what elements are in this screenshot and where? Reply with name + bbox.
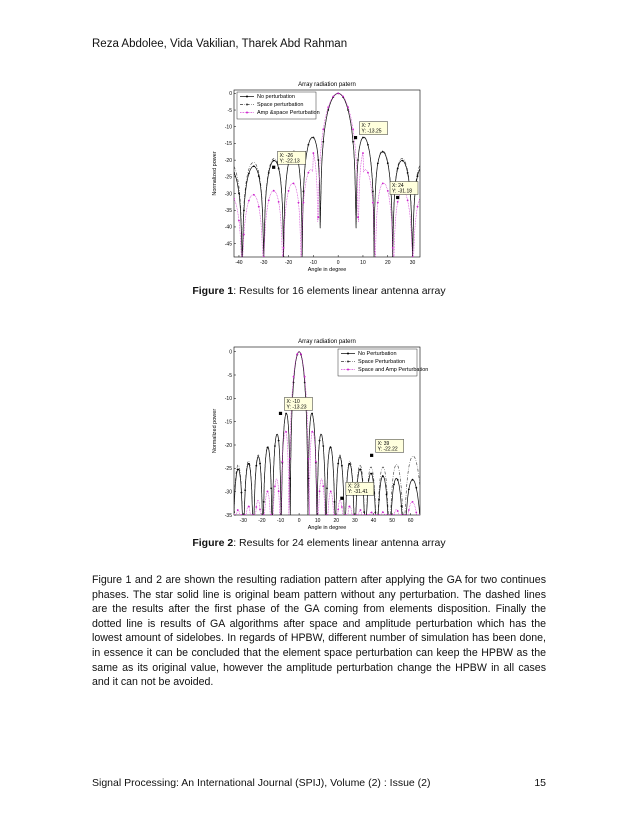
series-marker-2 [288,190,290,192]
datatip-marker [272,166,275,169]
figure-2-label: Figure 2 [192,537,234,549]
series-marker-2 [347,106,349,108]
datatip-y: Y: -13.23 [286,404,307,411]
y-tick-label: -5 [227,372,232,379]
series-marker-2 [233,198,235,200]
series-marker-2 [281,461,283,463]
y-tick-label: -15 [224,141,232,148]
series-marker-2 [311,431,313,433]
x-tick-label: -20 [258,518,266,524]
series-marker-2 [270,514,272,516]
series-marker-2 [372,202,374,204]
series-marker-2 [360,509,362,511]
series-marker-0 [408,489,410,491]
series-marker-2 [274,485,276,487]
series-marker-2 [322,128,324,130]
series-marker-2 [273,190,275,192]
series-marker-2 [352,514,354,516]
legend-label: Space perturbation [257,102,304,108]
datatip-marker [279,412,282,415]
series-marker-2 [401,514,403,516]
datatip-x: X: -26 [279,152,294,159]
y-tick-label: -30 [224,191,232,198]
x-tick-label: 40 [370,518,377,524]
series-marker-2 [404,514,406,516]
datatip-x: X: 23 [347,483,360,490]
series-marker-0 [402,160,404,162]
series-marker-2 [348,506,350,508]
x-tick-label: 20 [384,260,391,266]
series-marker-2 [393,514,395,516]
series-marker-0 [233,511,235,513]
series-marker-2 [238,220,240,222]
body-paragraph: Figure 1 and 2 are shown the resulting radiation pattern after applying the GA for two continues phases. The star solid line is original beam pattern without any perturbation. The dashed lines are the results after the first phase of the GA coming from elements disposition. Finally the dotted line is results of GA algorithms after space and amplitude perturbation which has the lowest amount of sidelobes. In regards of HPBW, different number of simulation has been done, in essence it can be concluded that the element space perturbation can keep the HPBW as the same as its original value, however the amplitude perturbation change the HPBW in all cases and it can not be avoided. [92,574,546,689]
series-marker-2 [308,172,310,174]
series-marker-0 [237,468,239,470]
figure-2-caption [0,537,638,549]
series-marker-2 [237,509,239,511]
figure-2-svg [200,333,438,535]
series-marker-0 [393,483,395,485]
series-marker-0 [334,501,336,503]
x-tick-label: -10 [309,260,317,266]
x-tick-label: 0 [336,260,340,266]
series-marker-2 [330,491,332,493]
x-tick-label: -20 [284,260,293,266]
series-marker-2 [342,96,344,98]
x-tick-label: 30 [409,260,416,266]
series-marker-0 [233,172,235,174]
series-marker-2 [289,458,291,460]
series-marker-2 [298,202,300,204]
series-marker-2 [285,431,287,433]
y-tick-label: -25 [224,466,232,473]
series-marker-0 [401,505,403,507]
y-tick-label: -45 [224,241,232,248]
series-marker-2 [341,506,343,508]
figure-1-caption-text: : Results for 16 elements linear antenna array [233,285,446,297]
series-marker-2 [332,96,334,98]
series-marker-2 [243,234,245,236]
y-tick-label: -20 [224,442,232,449]
x-tick-label: 10 [360,260,366,266]
series-marker-2 [389,514,391,516]
chart-title: Array radiation patern [298,82,356,88]
y-tick-label: 0 [229,349,232,356]
series-marker-2 [263,256,265,258]
series-marker-2 [252,514,254,516]
series-marker-0 [382,475,384,477]
x-tick-label: -30 [239,518,247,524]
series-marker-2 [258,206,260,208]
series-marker-2 [417,206,419,208]
series-marker-2 [255,506,257,508]
series-marker-2 [334,514,336,516]
series-marker-2 [315,461,317,463]
page-header-authors: Reza Abdolee, Vida Vakilian, Tharek Abd Rahman [92,38,348,50]
x-tick-label: 30 [352,518,358,524]
series-marker-2 [317,216,319,218]
series-marker-2 [337,92,339,94]
series-marker-2 [278,201,280,203]
legend-marker [246,112,248,114]
legend-marker [347,369,349,371]
series-marker-2 [412,501,414,503]
series-marker-2 [356,514,358,516]
figure-1-caption [0,285,638,297]
x-tick-label: 10 [314,518,321,524]
legend-label: No Perturbation [358,351,397,357]
datatip-x: X: 24 [392,182,404,189]
series-marker-2 [352,128,354,130]
datatip-marker [340,497,343,500]
series-marker-0 [382,151,384,153]
x-tick-label: 20 [333,518,340,524]
series-marker-2 [397,201,399,203]
series-marker-2 [345,514,347,516]
series-marker-2 [248,506,250,508]
series-marker-2 [387,190,389,192]
series-marker-2 [392,247,394,249]
series-marker-2 [241,514,243,516]
page-number: 15 [534,777,546,789]
x-axis-label: Angle in degree [307,525,347,531]
series-marker-2 [363,514,365,516]
series-marker-2 [357,216,359,218]
y-tick-label: -10 [224,396,232,403]
series-marker-0 [412,479,414,481]
y-tick-label: -10 [224,124,232,131]
y-tick-label: -15 [224,419,232,426]
legend-marker [347,361,349,363]
series-marker-2 [337,509,339,511]
x-tick-label: 50 [389,518,395,524]
legend-marker [246,104,248,106]
series-marker-2 [407,200,409,202]
series-marker-2 [371,512,373,514]
chart-title: Array radiation patern [298,339,356,345]
datatip-marker [354,136,357,139]
series-marker-2 [382,183,384,185]
series-marker-2 [412,256,414,258]
datatip-x: X: -10 [286,398,300,405]
datatip-y: Y: -31.41 [347,489,368,496]
datatip-y: Y: -31.18 [392,188,413,195]
series-marker-0 [415,487,417,489]
series-marker-2 [378,514,380,516]
footer-journal: Signal Processing: An International Journal (SPIJ), Volume (2) : Issue (2) [92,777,431,789]
x-tick-label: -40 [235,260,243,266]
x-axis-label: Angle in degree [307,267,347,272]
x-tick-label: -10 [276,518,285,524]
series-marker-2 [374,514,376,516]
series-marker-2 [263,514,265,516]
series-marker-2 [312,152,314,154]
y-tick-label: -30 [224,489,232,496]
series-marker-2 [367,514,369,516]
series-marker-2 [397,510,399,512]
series-marker-2 [244,514,246,516]
legend-label: No perturbation [257,94,295,100]
legend-label: Space and Amp Perturbation [358,367,429,373]
y-tick-label: -5 [227,107,232,114]
series-marker-2 [382,511,384,513]
series-marker-0 [253,165,255,167]
datatip-y: Y: -13.25 [361,128,382,135]
series-marker-2 [293,183,295,185]
y-tick-label: -25 [224,174,232,181]
series-marker-2 [326,514,328,516]
x-tick-label: 0 [297,518,301,524]
datatip-x: X: 7 [361,123,371,130]
datatip-marker [396,196,399,199]
series-marker-2 [367,172,369,174]
series-marker-2 [415,512,417,514]
datatip-y: Y: -22.22 [377,446,398,453]
series-marker-2 [362,152,364,154]
series-marker-2 [327,106,329,108]
series-marker-2 [268,200,270,202]
x-tick-label: -30 [260,260,268,266]
datatip-marker [370,454,373,457]
page-footer [92,777,546,789]
series-marker-2 [248,200,250,202]
series-marker-2 [308,458,310,460]
figure-1-chart [200,76,438,272]
y-axis-label: Normalized power [212,408,218,454]
series-marker-2 [278,490,280,492]
legend-marker [246,96,248,98]
series-marker-2 [300,353,302,355]
x-tick-label: 60 [407,518,414,524]
datatip-x: X: 39 [377,440,390,447]
series-marker-2 [303,202,305,204]
y-axis-label: Normalized power [212,151,218,196]
datatip-y: Y: -22.13 [279,158,300,165]
legend-label: Space Perturbation [358,359,406,365]
series-marker-2 [267,491,269,493]
figure-2-caption-text: : Results for 24 elements linear antenna array [233,537,446,549]
series-marker-2 [304,376,306,378]
y-tick-label: -35 [224,512,232,519]
series-marker-0 [273,160,275,162]
series-marker-2 [253,194,255,196]
series-marker-2 [322,485,324,487]
series-marker-2 [293,376,295,378]
series-marker-2 [319,490,321,492]
series-marker-0 [248,173,250,175]
y-tick-label: 0 [229,91,232,98]
series-marker-2 [377,202,379,204]
series-marker-2 [408,509,410,511]
y-tick-label: -40 [224,224,232,231]
series-marker-2 [283,247,285,249]
series-marker-2 [233,514,235,516]
figure-1-label: Figure 1 [192,285,234,297]
y-tick-label: -35 [224,208,232,215]
figure-1-svg [200,76,438,272]
legend-label: Amp &space Perturbation [257,110,320,116]
legend-marker [347,353,349,355]
series-marker-0 [371,473,373,475]
series-marker-0 [255,465,257,467]
series-marker-2 [386,514,388,516]
series-marker-2 [419,514,421,516]
figure-2-chart [200,333,438,535]
series-marker-2 [259,509,261,511]
y-tick-label: -20 [224,157,232,164]
series-marker-0 [360,468,362,470]
series-marker-0 [397,479,399,481]
series-marker-2 [296,353,298,355]
